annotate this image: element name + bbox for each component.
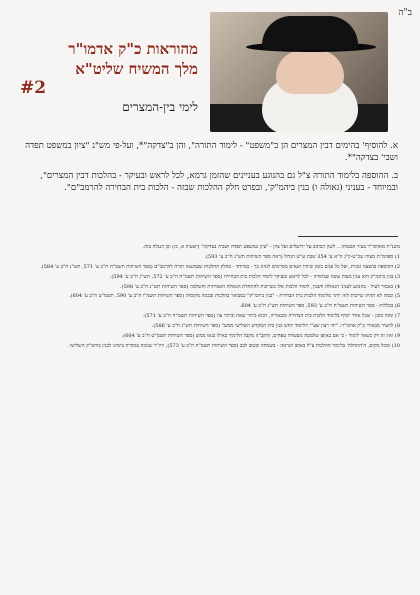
issue-number: #2: [20, 78, 47, 98]
footnote: 8) להעיר מבאורי כ"ק אדמו"ר: "יהי רצון שע"י הלימוד יוחש בנין בית המקדש השלישי ממש" (ספר השיחות תש"נ ח"ב ע' 586).: [151, 323, 400, 330]
footnote: 3) בנין ביהמ"ק הוא ענין מצות עשה שבתורה - לכל לראש ובעיקר לימוד הלכות בית הבחירה (ספר השיחות תשמ"ח ח"ב ע' 572, תש"נ ח"ב ע' 594).: [109, 273, 400, 280]
footnote: 2) ההוספה בהצעה זמנית, ועל כל פנים בזמן שיהיו תנאים מסוימים לנהוג כך - במיוחד - בחלק ההלכות שבמשנה תורה להרמב"ם (ספר השיחות תשמ"ח ח"ב ע' 571, תש"נ ח"ב ע' 584).: [40, 263, 400, 270]
title-line-2: מלך המשיח שליט"א: [75, 60, 198, 78]
main-body: [22, 140, 398, 200]
header: [0, 0, 420, 135]
footnote: 7) ומזה מובן - שכל אחד יוסיף בלימוד הלכות בית הבחירה ומבאריה, ויבוא ביתר שאת וביתר עוז (ספר השיחות תשמ"ח ח"ב ע' 571).: [142, 313, 400, 320]
paragraph-a: א. להוסיף' בהימים דבין המצרים הן ב"משפט" - לימוד התורה", והן ב"צדקה"*, ועל-פי מש"נ "ציון במשפט תפדה ושבי' בצדקה"*.: [25, 141, 398, 163]
footnote: משנ"ת מאדמו"ר בעיר הבטוחו... לשון הכתוב על ירושלים ועל ציון - "ציון במשפט תפדה ושביה בצדקה" (ישעיה א, כז) וכן הנגלה בזה.: [142, 244, 400, 250]
footnote-divider: [298, 236, 398, 237]
footnote: 5) וכמה לא תהיה שייכות לזה יותר מלימוד הלכות בית הבחירה - "בנין ביהמ"ק" כמבואר בהלכות ובכמה מקומות (ספר השיחות תשמ"ו ח"ב ע' 590, תשמ"ט ח"ב ע' 604).: [68, 293, 400, 300]
paragraph-b: ב. ההוספה בלימוד התורה צ"ל גם בהנוגע בעניינים שהזמן גרמא, לכל לראש ובעיקר - בהלכות דבין המצרים", ובמיוחד - בעניני (גאולה ו) בנין ביהמ"ק', ובפרט חלק ההלכות שבזה - הלכות בית הבחירה להרמב"ם".: [40, 171, 398, 193]
footnote: 6) בכללות - ספר השיחות תשמ"ח ח"ב ע' 593, ספר השיחות תש"נ ח"ב ע' 604.: [239, 303, 400, 310]
footnote: 10) ומכל מקום, ה'התחלה' בלימוד ההלכות צ"ל באופן הנראה - בשמחה ובטוב לבב (ספר השיחות תשמ"ח ח"ב ע' 573), ויה"ר שנזכה במהרה בימינו לבנין ביהמ"ק השלישי.: [68, 342, 400, 349]
rebbe-portrait: [210, 12, 388, 132]
footnote: 9) ואין זה רק כשאר לימוד - כי אם באופן שלמטה מעשרה טפחים, והקב"ה מקבל הלימוד כאילו בנאו ממש (ספר השיחות תשמ"ט ח"ב ע' 604).: [121, 333, 400, 340]
footnote: 1) ספהמ"ת מצוה שכ"ט-ק"ג ח"א ע' 354 שבת ע"ש הגדול (ראה ספר השיחות תש"נ ח"ב ע' 593).: [204, 253, 400, 260]
footnotes: [20, 244, 400, 353]
subtitle: לימי בין-המצרים: [122, 100, 198, 114]
title-line-1: מהוראות כ"ק אדמו"ר: [68, 40, 198, 58]
bh-mark: ב"ה: [398, 8, 412, 18]
footnote: 4) כאמור לעיל - בהנוגע לעניני הגאולה והבנין, לימוד הלכות אלו בשייכות להתחלת הגאולה האמיתית והשלמה (ספר השיחות תש"נ ח"ב ע' 598).: [120, 283, 400, 290]
